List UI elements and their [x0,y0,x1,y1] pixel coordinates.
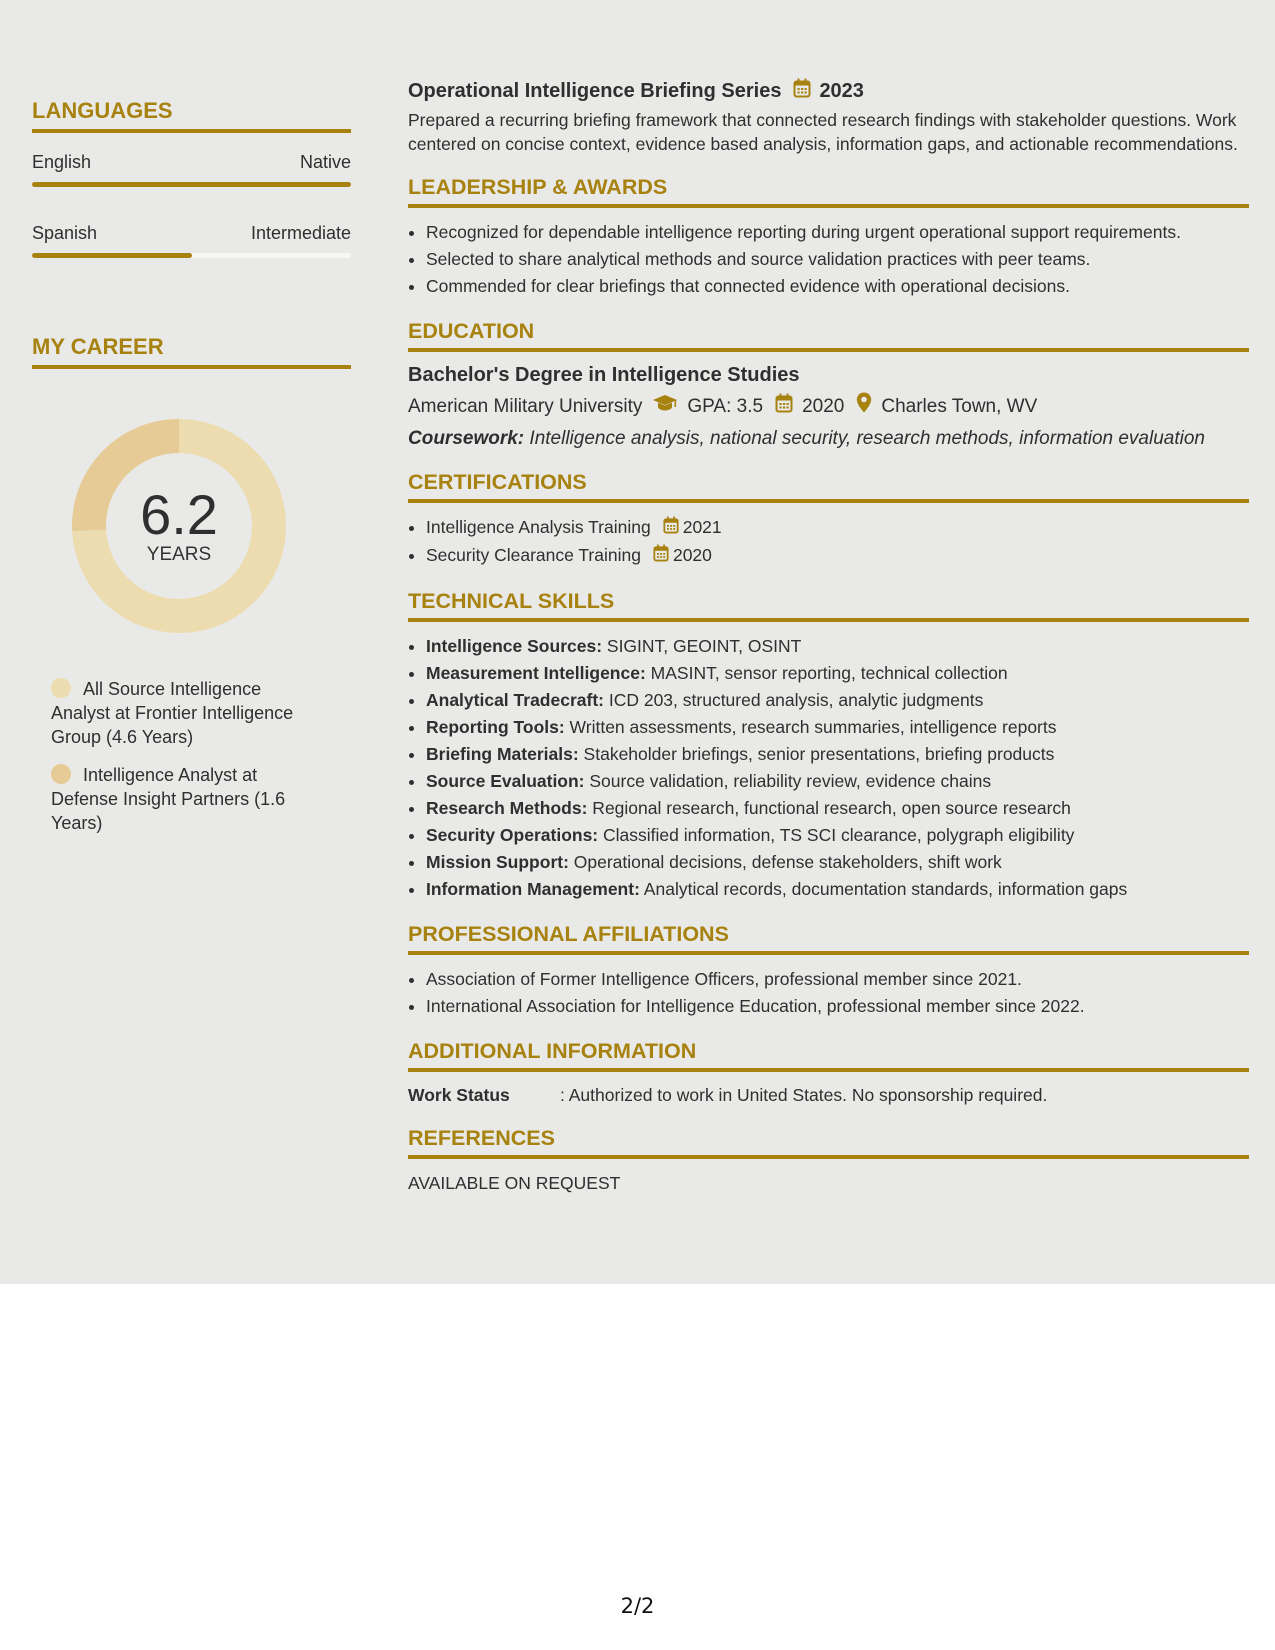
calendar-icon [663,515,679,542]
list-item: • International Association for Intelligence Education, professional member since 2022. [426,993,1249,1020]
coursework-text: Intelligence analysis, national security, research methods, information evaluation [524,428,1205,450]
career-section [32,334,351,835]
language-proficiency-fill [32,253,192,258]
skill-value: MASINT, sensor reporting, technical collection [645,662,1008,683]
list-item [426,714,1249,741]
calendar-icon [775,393,793,421]
list-item [426,849,1249,876]
skills-section [408,588,1249,903]
list-item [426,633,1249,660]
skill-value: Operational decisions, defense stakeholders, shift work [568,851,1002,872]
skill-value: Analytical records, documentation standards, information gaps [639,878,1128,899]
skill-label: Research Methods: [426,797,588,818]
language-level: Intermediate [250,223,351,243]
additional-heading: ADDITIONAL INFORMATION [408,1038,1249,1072]
language-level: Native [299,152,351,172]
list-item [426,822,1249,849]
skill-label: Measurement Intelligence: [426,662,646,683]
education-gpa: GPA: 3.5 [687,395,764,417]
certification-year: 2021 [682,517,722,538]
language-proficiency-bar [32,253,351,258]
list-item [426,687,1249,714]
leadership-list [408,219,1249,300]
skill-value: Stakeholder briefings, senior presentations, briefing products [578,743,1055,764]
language-name: Spanish [32,223,98,243]
left-column [32,98,351,849]
work-status-row [408,1083,1249,1107]
graduation-cap-icon [652,394,678,420]
page-number: 2/2 [620,1594,655,1618]
education-year: 2020 [802,395,845,417]
skill-label: Intelligence Sources: [426,635,603,656]
list-item [426,768,1249,795]
career-total-years: 6.2 [140,483,218,546]
list-item [426,660,1249,687]
affiliations-list [408,966,1249,1020]
list-item [426,876,1249,903]
career-legend [32,677,321,835]
coursework-label: Coursework: [408,428,525,450]
legend-dot [51,764,71,784]
languages-heading: LANGUAGES [32,98,351,133]
certification-year: 2020 [672,545,712,566]
skill-value: Written assessments, research summaries, intelligence reports [564,716,1057,737]
certifications-list [408,514,1249,570]
legend-label: Intelligence Analyst at Defense Insight Partners (1.6 Years) [51,765,286,833]
education-school: American Military University [408,395,643,417]
skill-label: Mission Support: [426,851,569,872]
affiliations-heading: PROFESSIONAL AFFILIATIONS [408,921,1249,955]
skills-heading: TECHNICAL SKILLS [408,588,1249,622]
language-name: English [32,152,92,172]
education-degree: Bachelor's Degree in Intelligence Studies [408,364,800,387]
career-heading: MY CAREER [32,334,351,369]
work-status-value: : Authorized to work in United States. No sponsorship required. [560,1084,1048,1105]
calendar-icon [653,543,669,570]
list-item: • Association of Former Intelligence Officers, professional member since 2021. [426,966,1249,993]
list-item [426,741,1249,768]
right-column [408,78,1249,1195]
education-coursework [408,426,1249,451]
language-proficiency-bar [32,182,351,187]
skill-value: ICD 203, structured analysis, analytic judgments [603,689,984,710]
language-item [32,222,351,258]
references-section [408,1125,1249,1195]
legend-label: All Source Intelligence Analyst at Frontier Intelligence Group (4.6 Years) [51,679,294,747]
list-item: • Commended for clear briefings that connected evidence with operational decisions. [426,273,1249,300]
skill-label: Analytical Tradecraft: [426,689,604,710]
list-item: • Selected to share analytical methods and source validation practices with peer teams. [426,246,1249,273]
project-description: Prepared a recurring briefing framework that connected research findings with stakeholder questions. Work centered on concise context, evidence based analysis, information gaps, and actionable recommendations. [408,110,1238,155]
career-total-unit: YEARS [146,544,212,565]
certification-name: Intelligence Analysis Training [426,517,651,538]
education-location: Charles Town, WV [881,395,1038,417]
certifications-section [408,469,1249,570]
project-title: Operational Intelligence Briefing Series [408,80,782,102]
skills-list [408,633,1249,903]
affiliations-section [408,921,1249,1020]
skill-label: Briefing Materials: [426,743,579,764]
project-header [408,78,1249,105]
education-heading: EDUCATION [408,318,1249,352]
language-item [32,151,351,187]
legend-dot [51,678,71,698]
donut-center [66,413,292,639]
calendar-icon [793,78,811,105]
language-proficiency-fill [32,182,351,187]
additional-section [408,1038,1249,1107]
education-section [408,318,1249,451]
references-text: AVAILABLE ON REQUEST [408,1172,621,1193]
project-year: 2023 [819,80,864,102]
leadership-heading: LEADERSHIP & AWARDS [408,174,1249,208]
skill-label: Source Evaluation: [426,770,585,791]
skill-label: Information Management: [426,878,640,899]
skill-label: Security Operations: [426,824,599,845]
education-meta [408,392,1249,421]
career-legend-item [51,763,321,835]
career-legend-item [51,677,321,749]
location-pin-icon [856,392,872,421]
list-item [426,514,1249,542]
list-item: • Recognized for dependable intelligence reporting during urgent operational support requirements. [426,219,1249,246]
skill-value: Classified information, TS SCI clearance, polygraph eligibility [598,824,1075,845]
skill-value: Regional research, functional research, open source research [587,797,1071,818]
references-heading: REFERENCES [408,1125,1249,1159]
list-item [426,795,1249,822]
skill-label: Reporting Tools: [426,716,565,737]
career-donut-chart [66,413,292,639]
leadership-section [408,174,1249,300]
certifications-heading: CERTIFICATIONS [408,469,1249,503]
skill-value: SIGINT, GEOINT, OSINT [602,635,802,656]
work-status-label: Work Status [408,1084,510,1105]
skill-value: Source validation, reliability review, evidence chains [584,770,992,791]
certification-name: Security Clearance Training [426,545,641,566]
list-item [426,542,1249,570]
